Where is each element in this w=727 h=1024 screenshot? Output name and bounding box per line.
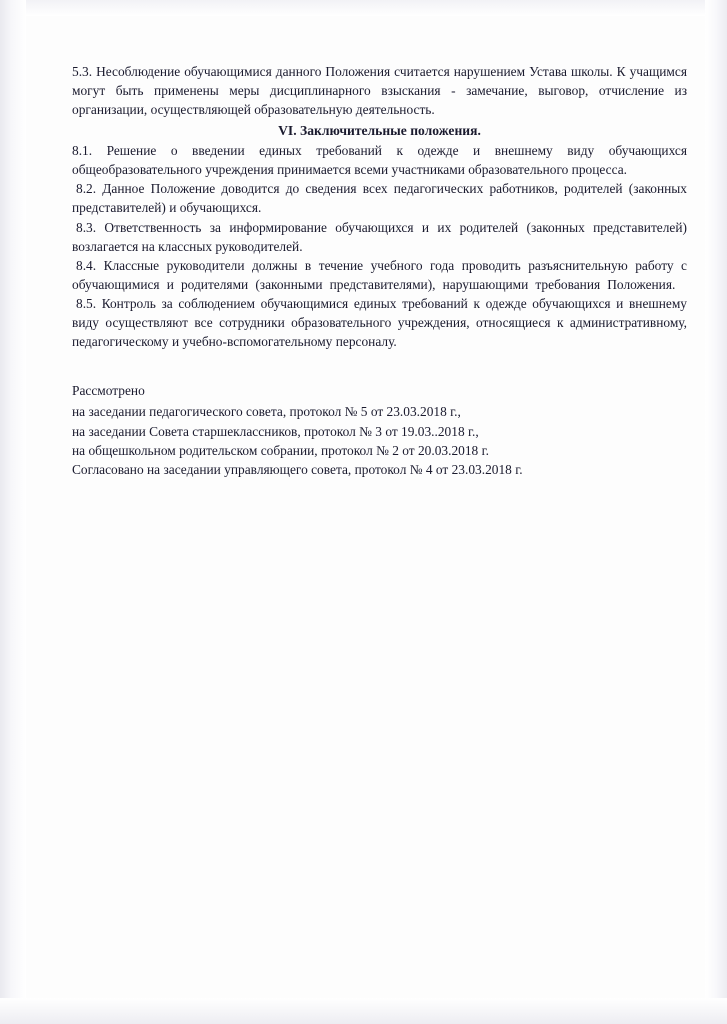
document-body xyxy=(72,62,687,480)
page-edge-shadow-left xyxy=(0,0,26,1024)
paragraph-8-1: 8.1. Решение о введении единых требований к одежде и внешнему виду обучающихся общеобразовательного учреждения принимается всеми участниками образовательного процесса. xyxy=(72,143,687,178)
approval-line: на общешкольном родительском собрании, протокол № 2 от 20.03.2018 г. xyxy=(72,443,489,459)
page-edge-shadow-right xyxy=(705,0,727,1024)
approval-line: на заседании педагогического совета, протокол № 5 от 23.03.2018 г., xyxy=(72,404,461,420)
paragraph-8-3: 8.3. Ответственность за информирование обучающихся и их родителей (законных представителей) возлагается на классных руководителей. xyxy=(72,219,687,254)
approval-line: на заседании Совета старшеклассников, протокол № 3 от 19.03..2018 г., xyxy=(72,423,479,439)
approval-title: Рассмотрено xyxy=(72,382,145,398)
approval-line: Согласовано на заседании управляющего совета, протокол № 4 от 23.03.2018 г. xyxy=(72,462,523,478)
paragraph-8-4: 8.4. Классные руководители должны в течение учебного года проводить разъяснительную работу с обучающимися и родителями (законными представителями), нарушающими требования Положения. xyxy=(72,257,687,292)
paragraph-8-2: 8.2. Данное Положение доводится до сведения всех педагогических работников, родителей (законных представителей) и обучающихся. xyxy=(72,181,687,216)
section-heading: VI. Заключительные положения. xyxy=(278,123,481,139)
approval-block xyxy=(72,381,687,480)
paragraph-8-5: 8.5. Контроль за соблюдением обучающимися единых требований к одежде обучающихся и внешнему виду осуществляют все сотрудники образовательного учреждения, относящиеся к административному, педагогическому и учебно-вспомогательному персоналу. xyxy=(72,295,687,349)
page-edge-shadow-bottom xyxy=(0,998,727,1024)
page-edge-shadow-top xyxy=(0,0,727,16)
paragraph-5-3: 5.3. Несоблюдение обучающимися данного Положения считается нарушением Устава школы. К учащимся могут быть применены меры дисциплинарного взыскания - замечание, выговор, отчисление из организации, осуществляющей образовательную деятельность. xyxy=(72,64,687,118)
